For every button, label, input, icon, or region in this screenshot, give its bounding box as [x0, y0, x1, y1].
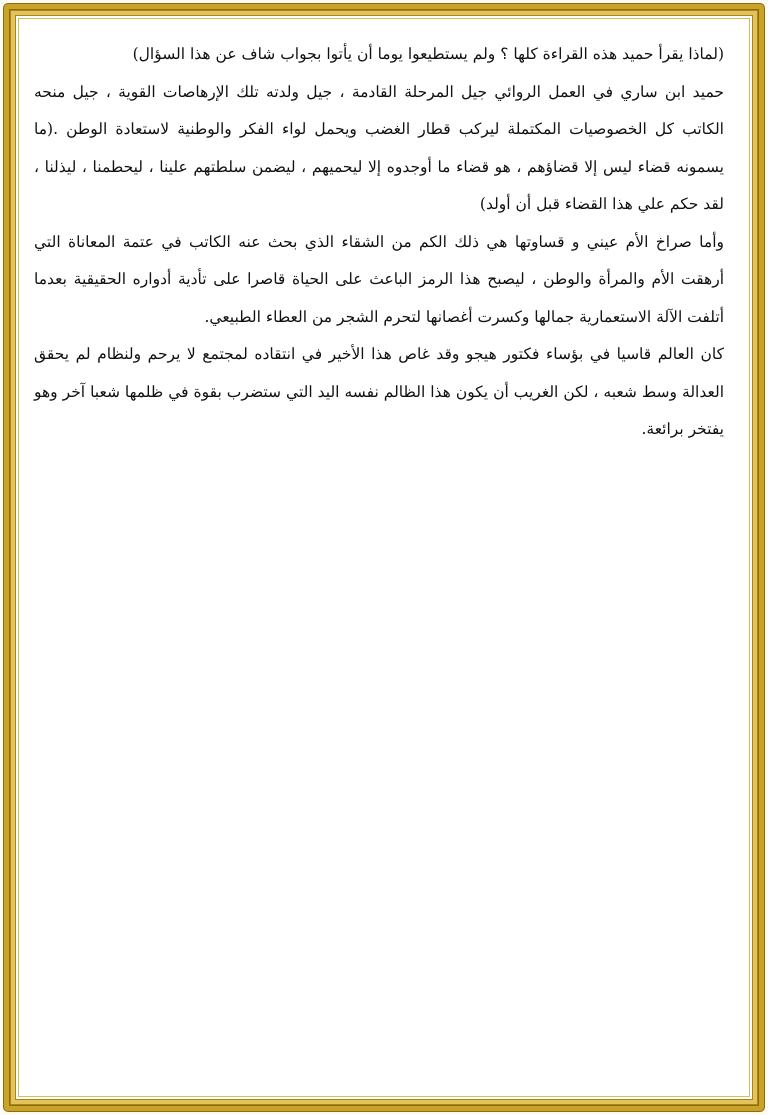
paragraph-hugo: كان العالم قاسيا في بؤساء فكتور هيجو وقد غاص هذا الأخير في انتقاده لمجتمع لا يرحم ولنظام لم يحقق العدالة وسط شعبه ، لكن الغريب أن يكون هذا الظالم نفسه اليد التي ستضرب بقوة في ظلمها شعبا آخر وهو يفتخر برائعة. — [34, 345, 724, 438]
paragraph-question: (لماذا يقرأ حميد هذه القراءة كلها ؟ ولم يستطيعوا يوما أن يأتوا بجواب شاف عن هذا السؤال) — [132, 45, 724, 63]
paragraph-hamid: حميد ابن ساري في العمل الروائي جيل المرحلة القادمة ، جيل ولدته تلك الإرهاصات القوية ، جيل منحه الكاتب كل الخصوصيات المكتملة ليركب قطار الغضب ويحمل لواء الفكر والوطنية لاستعادة الوطن .(ما يسمونه قضاء ليس إلا قضاؤهم ، هو قضاء ما أوجدوه إلا ليحميهم ، ليضمن سلطتهم علينا ، ليحطمنا ، ليذلنا ، لقد حكم علي هذا القضاء قبل أن أولد) — [34, 82, 724, 213]
paragraph-mother: وأما صراخ الأم عيني و قساوتها هي ذلك الكم من الشقاء الذي بحث عنه الكاتب في عتمة المعاناة التي أرهقت الأم والمرأة والوطن ، ليصبح هذا الرمز الباعث على الحياة قاصرا على تأدية أدواره الحقيقية بعدما أتلفت الآلة الاستعمارية جمالها وكسرت أغصانها لتحرم الشجر من العطاء الطبيعي. — [34, 232, 724, 326]
document-body — [34, 36, 724, 449]
